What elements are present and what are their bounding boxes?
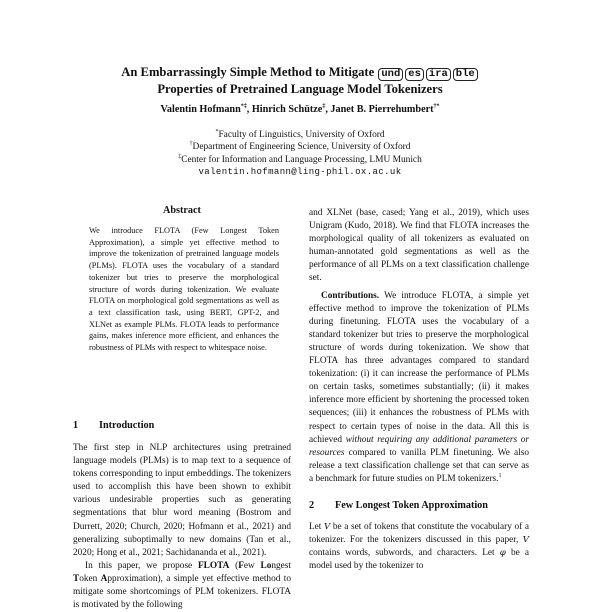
section-2-paragraph: Let V be a set of tokens that constitute the vocabulary of a tokenizer. For the tokenizers discussed in this paper, V contains words, subwords, and characters. Let φ be a model used by the tokenizer to [309, 522, 529, 572]
affiliation-text: Department of Engineering Science, University of Oxford [192, 142, 411, 153]
author-marks: *‡ [240, 103, 247, 110]
intro-body [73, 442, 291, 612]
affiliation-text: Faculty of Linguistics, University of Oxford [218, 130, 385, 140]
section-number: 2 [309, 499, 315, 511]
footnote-mark: 1 [498, 472, 502, 479]
author-name: Valentin Hofmann [160, 104, 241, 115]
abstract-text: We introduce FLOTA (Few Longest Token Approximation), a simple yet effective method to improve the tokenization of pretrained language models (PLMs). FLOTA uses the vocabulary of a standard tokenizer but tries to preserve the morphological structure of words during tokenization. We evaluate FLOTA on morphological gold segmentations as well as a text classification task, using BERT, GPT-2, and XLNet as example PLMs. FLOTA leads to performance gains, makes inference more efficient, and enhances the robustness of PLMs with respect to whitespace noise. [89, 226, 279, 353]
author-list: Valentin Hofmann*‡, Hinrich Schütze‡, Janet B. Pierrehumbert†* [160, 103, 440, 115]
title-token-box: es [405, 68, 424, 81]
section-heading-flota [309, 499, 529, 512]
title-token-box: ble [453, 68, 478, 81]
intro-paragraph-2: In this paper, we propose FLOTA (Few Longest Token Approximation), a simple yet effective method to mitigate some shortcomings of PLM tokenizers. FLOTA is motivated by the following [73, 560, 291, 611]
title-token-box: und [378, 68, 403, 81]
contributions-paragraph: Contributions. We introduce FLOTA, a simple yet effective method to improve the tokenization of PLMs during finetuning. FLOTA uses the vocabulary of a standard tokenizer but tries to preserve the morphological structure of words during tokenization. We show that FLOTA has three advantages compared to standard tokenization: (i) it can increase the performance of PLMs on certain tasks, sometimes substantially; (ii) it makes inference more efficient by shortening the processed token sequences; (iii) it enhances the robustness of PLMs with respect to certain types of noise in the data. All this is achieved without requiring any additional parameters or resources compared to vanilla PLM finetuning. We also release a text classification challenge set that can serve as a benchmark for future studies on PLM tokenizers.$^1$ [309, 290, 530, 484]
section-heading-introduction [73, 420, 291, 431]
author-marks: †* [433, 103, 440, 110]
author-marks: ‡ [322, 103, 326, 110]
author-name: Hinrich Schütze [251, 104, 323, 115]
title-text: An Embarrassingly Simple Method to Mitigate [121, 65, 375, 79]
affiliation-line [40, 141, 560, 153]
affiliation-mark: ‡ [178, 153, 182, 160]
title-token-box: ira [426, 68, 451, 81]
affiliation-line [40, 154, 560, 166]
author-email: valentin.hofmann@ling-phil.ox.ac.uk [198, 167, 402, 178]
title-line-2: Properties of Pretrained Language Model Tokenizers [157, 82, 443, 96]
abstract-heading: Abstract [163, 205, 201, 216]
affiliation-line [40, 129, 560, 141]
section-number: 1 [73, 420, 79, 431]
affiliation-list [40, 129, 560, 179]
intro-section [73, 420, 291, 612]
right-column [309, 207, 529, 573]
paper-title [60, 64, 540, 97]
affiliation-mark: * [215, 128, 219, 135]
right-paragraph-1: and XLNet (base, cased; Yang et al., 2019), which uses Unigram (Kudo, 2018). We find that FLOTA increases the morphological quality of all tokenizers as evaluated on human-annotated gold segmentations as well as the performance of all PLMs on a text classification challenge set. [309, 208, 529, 284]
author-name: Janet B. Pierrehumbert [330, 104, 434, 115]
affiliation-text: Center for Information and Language Processing, LMU Munich [181, 154, 422, 165]
section-title: Few Longest Token Approximation [335, 499, 488, 511]
affiliation-mark: † [189, 141, 193, 148]
section-title: Introduction [99, 420, 155, 431]
intro-paragraph-1: The first step in NLP architectures using pretrained language models (PLMs) is to map text to a sequence of tokens corresponding to input embeddings. The tokenizers used to accomplish this have been shown to exhibit various undesirable properties such as generating segmentations that blur word meaning (Bostrom and Durrett, 2020; Church, 2020; Hofmann et al., 2021) and generalizing suboptimally to new domains (Tan et al., 2020; Hong et al., 2021; Sachidananda et al., 2021). [73, 443, 291, 558]
